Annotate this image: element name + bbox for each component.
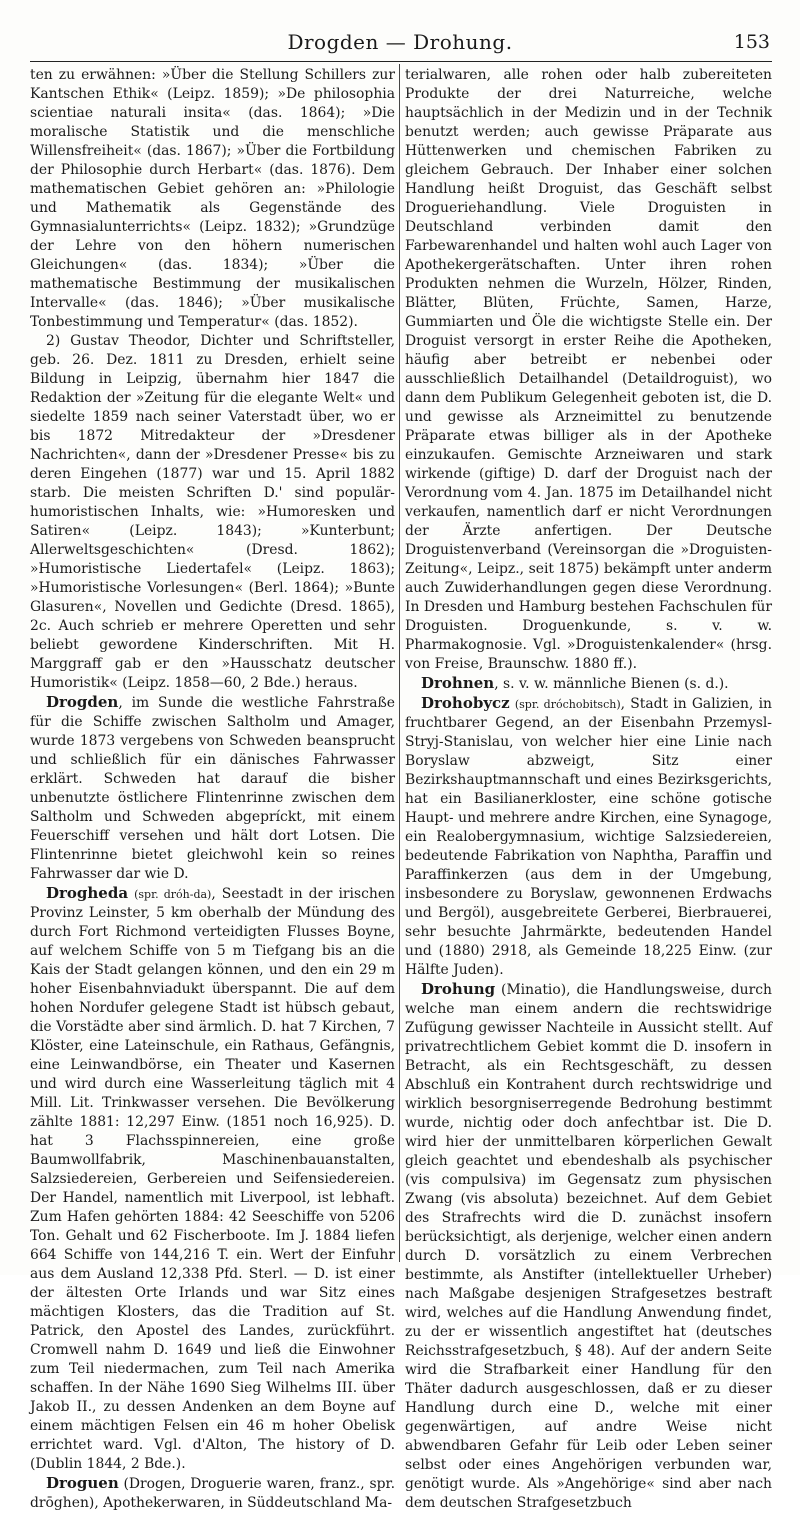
entry-text: , Stadt in Galizien, in fruchtbarer Gegend, an der Eisenbahn Przemysl-Stryj-Stanislau, von welcher hier eine Linie nach Boryslaw abzweigt, Sitz einer Bezirkshauptmannschaft und eines Bezirksgerichts, hat ein Basilianerkloster, eine schöne gotische Haupt- und mehrere andre Kirchen, eine Synagoge, ein Realobergymnasium, wichtige Salzsiedereien, bedeutende Fabrikation von Naphtha, Paraffin und Paraffinkerzen (aus dem in der Umgebung, insbesondere zu Boryslaw, gewonnenen Erdwachs und Bergöl), ausgebreitete Gerberei, Bierbrauerei, sehr besuchte Jahrmärkte, bedeutenden Handel und (1880) 2918, als Gemeinde 18,225 Einw. (zur Hälfte Juden). (405, 696, 772, 978)
headword: Drohnen (421, 674, 495, 692)
page-number: 153 (733, 31, 770, 53)
entry-text: , Seestadt in der irischen Provinz Leinster, 5 km oberhalb der Mündung des durch Fort Richmond verteidigten Flusses Boyne, auf welchem Schiffe von 5 m Tiefgang bis an die Kais der Stadt gelangen können, und den ein 29 m hoher Eisenbahnviadukt überspannt. Die auf dem hohen Nordufer gelegene Stadt ist hübsch gebaut, die Vorstädte aber sind ärmlich. D. hat 7 Kirchen, 7 Klöster, eine Lateinschule, ein Rathaus, Gefängnis, eine Leinwandbörse, ein Theater und Kasernen und wird durch eine Wasserleitung täglich mit 4 Mill. Lit. Trinkwasser versehen. Die Bevölkerung zählte 1881: 12,297 Einw. (1851 noch 16,925). D. hat 3 Flachsspinnereien, eine große Baumwollfabrik, Maschinenbauanstalten, Salzsiedereien, Gerbereien und Seifensiedereien. Der Handel, namentlich mit Liverpool, ist lebhaft. Zum Hafen gehörten 1884: 42 Seeschiffe von 5206 Ton. Gehalt und 62 Fischerboote. Im J. 1884 liefen 664 Schiffe von 144,216 T. ein. Wert der Einfuhr aus dem Ausland 12,338 Pfd. Sterl. — D. ist einer der ältesten Orte Irlands und war Sitz eines mächtigen Klosters, das die Tradition auf St. Patrick, den Apostel des Landes, zurückführt. Cromwell nahm D. 1649 und ließ die Einwohner zum Teil niedermachen, zum Teil nach Amerika schaffen. In der Nähe 1690 Sieg Wilhelms III. über Jakob II., zu dessen Andenken an dem Boyne auf einem mächtigen Felsen ein 46 m hoher Obelisk errichtet ward. Vgl. d'Alton, The history of D. (Dublin 1844, 2 Bde.). (30, 886, 396, 1472)
entry-droguen (30, 1474, 395, 1513)
headword: Droguen (46, 1474, 119, 1492)
headword: Drogheda (46, 884, 129, 902)
left-column (30, 66, 396, 1511)
entry-drogheda (30, 884, 395, 1474)
paragraph-continuation (405, 66, 772, 674)
headword: Drohung (421, 980, 496, 998)
entry-drohung (405, 980, 772, 1513)
entry-text: , s. v. w. männliche Bienen (s. d.). (494, 676, 729, 692)
headword: Drogden (46, 693, 119, 711)
paragraph-gustav-theodor (30, 332, 395, 693)
pronunciation: (spr. dróchobitsch) (514, 698, 621, 711)
pronunciation: (spr. dróh-da) (134, 888, 212, 901)
paragraph-text: terialwaren, alle rohen oder halb zubereiteten Produkte der drei Naturreiche, welche hauptsächlich in der Medizin und in der Technik benutzt werden; auch gewisse Präparate aus Hüttenwerken und chemischen Fabriken zu gleichem Gebrauch. Der Inhaber einer solchen Handlung heißt Droguist, das Geschäft selbst Drogueriehandlung. Viele Droguisten in Deutschland verbinden damit den Farbewarenhandel und halten wohl auch Lager von Apothekergerätschaften. Unter ihren rohen Produkten nehmen die Wurzeln, Hölzer, Rinden, Blätter, Blüten, Früchte, Samen, Harze, Gummiarten und Öle die wichtigste Stelle ein. Der Droguist versorgt in erster Reihe die Apotheken, häufig aber betreibt er nebenbei oder ausschließlich Detailhandel (Detaildroguist), wo dann dem Publikum Gelegenheit geboten ist, die D. und gewisse als Arzneimittel zu benutzende Präparate etwas billiger als in der Apotheke einzukaufen. Gemischte Arzneiwaren und stark wirkende (giftige) D. darf der Droguist nach der Verordnung vom 4. Jan. 1875 im Detailhandel nicht verkaufen, namentlich darf er nicht Verordnungen der Ärzte anfertigen. Der Deutsche Droguistenverband (Vereinsorgan die »Droguisten-Zeitung«, Leipz., seit 1875) bekämpft unter anderm auch Zuwiderhandlungen gegen diese Verordnung. In Dresden und Hamburg bestehen Fachschulen für Droguisten. Droguenkunde, s. v. w. Pharmakognosie. Vgl. »Droguistenkalender« (hrsg. von Freise, Braunschw. 1880 ff.). (405, 67, 772, 672)
entry-drohnen (405, 674, 772, 694)
right-column (405, 66, 772, 1511)
paragraph-text: ten zu erwähnen: »Über die Stellung Schillers zur Kantschen Ethik« (Leipz. 1859); »De philosophia scientiae naturali insita« (das. 1864); »Die moralische Statistik und die menschliche Willensfreiheit« (das. 1867); »Über die Fortbildung der Philosophie durch Herbart« (das. 1876). Dem mathematischen Gebiet gehören an: »Philologie und Mathematik als Gegenstände des Gymnasialunterrichts« (Leipz. 1832); »Grundzüge der Lehre von den höhern numerischen Gleichungen« (das. 1834); »Über die mathematische Bestimmung der musikalischen Intervalle« (das. 1846); »Über musikalische Tonbestimmung und Temperatur« (das. 1852). (30, 67, 395, 330)
page-header (30, 30, 770, 58)
entry-text: (Minatio), die Handlungsweise, durch welche man einem andern die rechtswidrige Zufügung gewisser Nachteile in Aussicht stellt. Auf privatrechtlichem Gebiet kommt die D. insofern in Betracht, als ein Rechtsgeschäft, zu dessen Abschluß ein Kontrahent durch rechtswidrige und wirklich besorgniserregende Bedrohung bestimmt wurde, nichtig oder doch anfechtbar ist. Die D. wird hier der unmittelbaren körperlichen Gewalt gleich geachtet und ebendeshalb als psychischer (vis compulsiva) im Gegensatz zum physischen Zwang (vis absoluta) bezeichnet. Auf dem Gebiet des Strafrechts wird die D. zunächst insofern berücksichtigt, als derjenige, welcher einen andern durch D. vorsätzlich zu einem Verbrechen bestimmte, als Anstifter (intellektueller Urheber) nach Maßgabe desjenigen Strafgesetzes bestraft wird, welches auf die Handlung Anwendung findet, zu der er wissentlich angestiftet hat (deutsches Reichsstrafgesetzbuch, § 48). Auf der andern Seite wird die Strafbarkeit einer Handlung für den Thäter dadurch ausgeschlossen, daß er zu dieser Handlung durch eine D., welche mit einer gegenwärtigen, auf andre Weise nicht abwendbaren Gefahr für Leib oder Leben seiner selbst oder eines Angehörigen verbunden war, genötigt wurde. Als »Angehörige« sind aber nach dem deutschen Strafgesetzbuch (405, 982, 772, 1511)
entry-drogden (30, 693, 395, 884)
column-divider (399, 64, 400, 1262)
paragraph-text: 2) Gustav Theodor, Dichter und Schriftsteller, geb. 26. Dez. 1811 zu Dresden, erhielt seine Bildung in Leipzig, übernahm hier 1847 die Redaktion der »Zeitung für die elegante Welt« und siedelte 1859 nach seiner Vaterstadt über, wo er bis 1872 Mitredakteur der »Dresdener Nachrichten«, dann der »Dresdener Presse« bis zu deren Eingehen (1877) war und 15. April 1882 starb. Die meisten Schriften D.' sind populär-humoristischen Inhalts, wie: »Humoresken und Satiren« (Leipz. 1843); »Kunterbunt; Allerweltsgeschichten« (Dresd. 1862); »Humoristische Liedertafel« (Leipz. 1863); »Humoristische Vorlesungen« (Berl. 1864); »Bunte Glasuren«, Novellen und Gedichte (Dresd. 1865), 2c. Auch schrieb er mehrere Operetten und sehr beliebt gewordene Kinderschriften. Mit H. Marggraff gab er den »Hausschatz deutscher Humoristik« (Leipz. 1858—60, 2 Bde.) heraus. (30, 333, 395, 691)
header-rule (30, 61, 772, 62)
entry-text: , im Sunde die westliche Fahrstraße für die Schiffe zwischen Saltholm und Amager, wurde 1873 vergebens von Schweden beansprucht und schließlich für ein dänisches Fahrwasser erklärt. Schweden hat darauf die bisher unbenutzte östlichere Flintenrinne zwischen dem Saltholm und Schweden abgepríckt, mit einem Feuerschiff versehen und hält dort Lotsen. Die Flintenrinne bietet gleichwohl kein so reines Fahrwasser dar wie D. (30, 695, 395, 882)
entry-drohobycz (405, 694, 772, 980)
entry-text: (Drogen, Droguerie waren, franz., spr. drōghen), Apothekerwaren, in Süddeutschland Ma- (30, 1476, 395, 1511)
running-title: Drogden — Drohung. (287, 30, 513, 54)
paragraph-continuation (30, 66, 395, 332)
headword: Drohobycz (421, 694, 510, 712)
